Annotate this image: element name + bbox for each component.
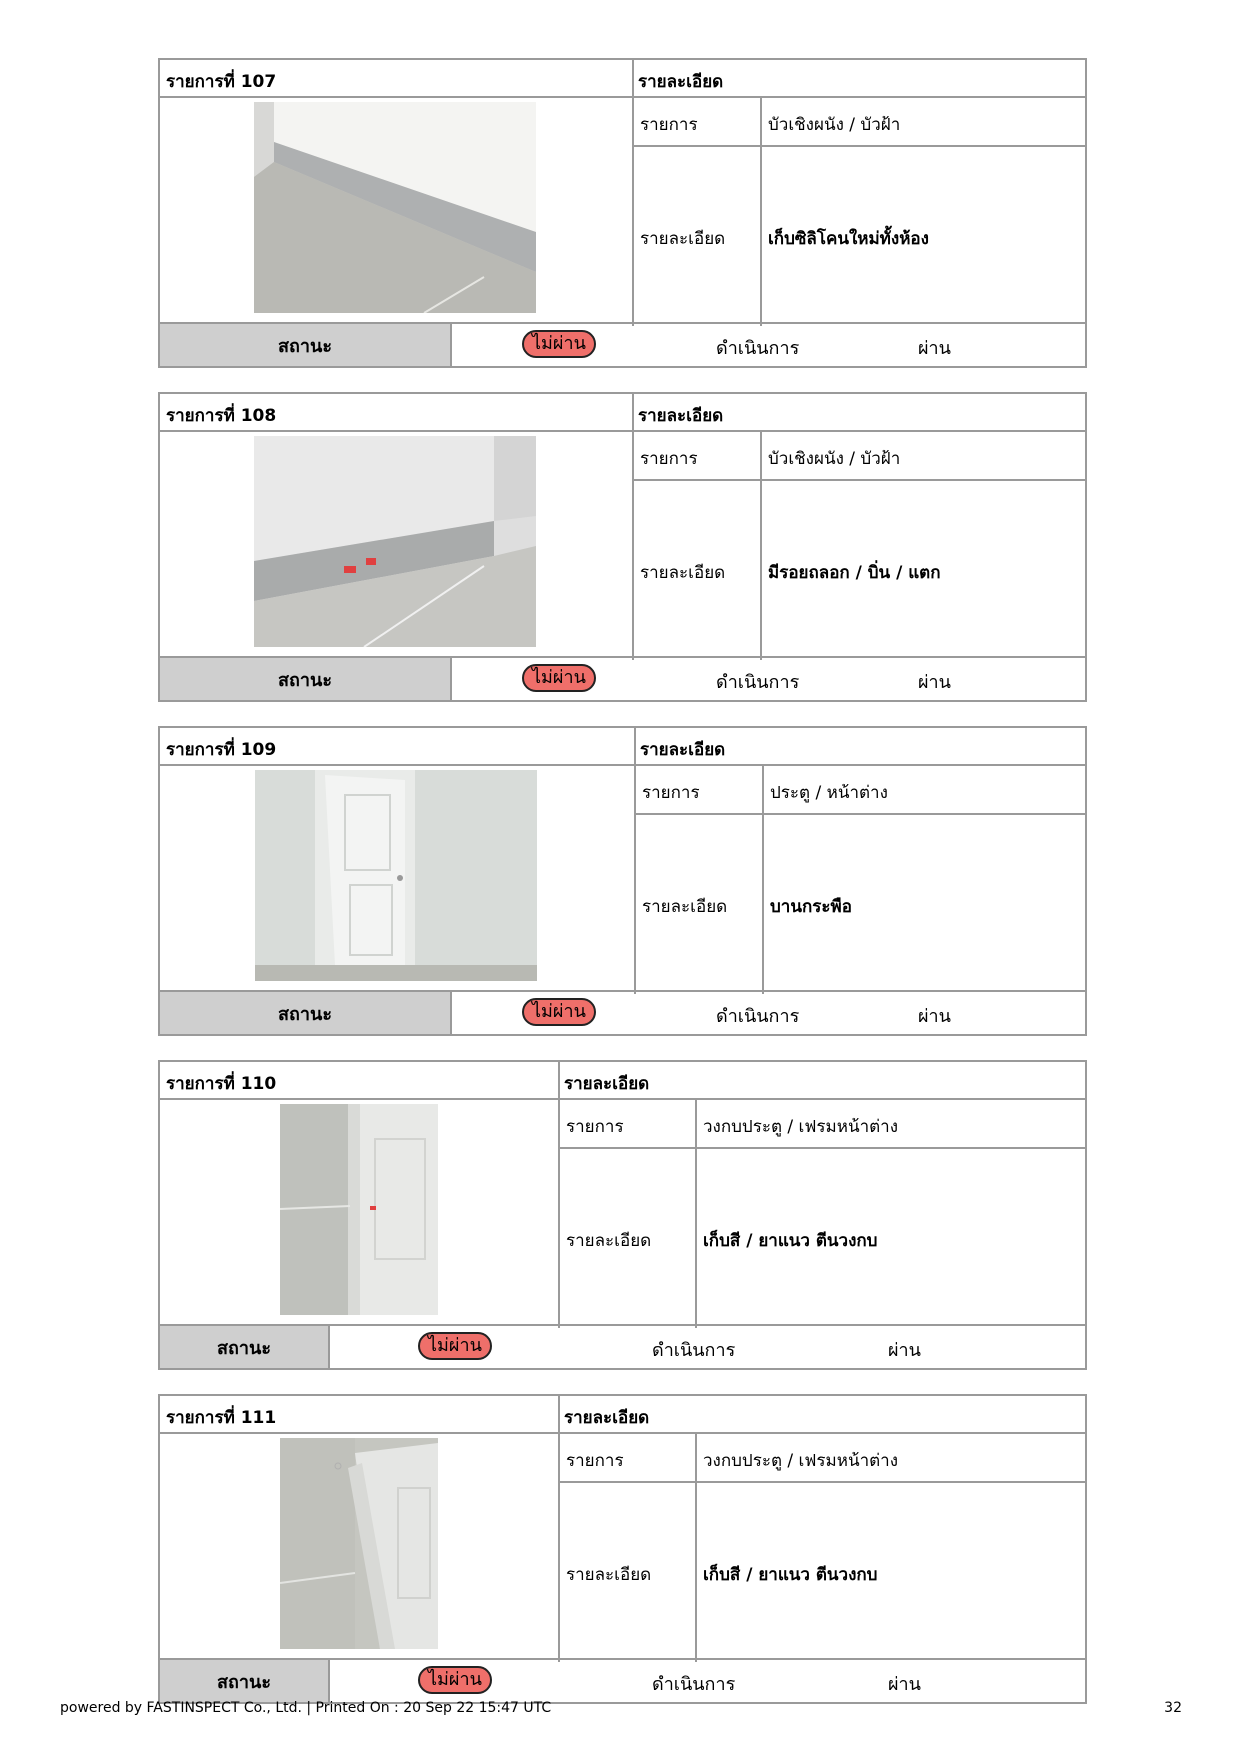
- detail-label: รายละเอียด: [566, 1565, 652, 1585]
- status-pass[interactable]: ผ่าน: [918, 1006, 951, 1027]
- status-fail-badge[interactable]: ไม่ผ่าน: [522, 664, 596, 692]
- door-frame-photo[interactable]: [280, 1438, 438, 1649]
- door-photo[interactable]: [255, 770, 537, 981]
- item-label: รายการ: [640, 115, 698, 135]
- item-title: รายการที่ 107: [166, 72, 277, 92]
- status-fail-badge[interactable]: ไม่ผ่าน: [418, 1332, 492, 1360]
- detail-label: รายละเอียด: [642, 897, 728, 917]
- detail-header: รายละเอียด: [640, 740, 726, 760]
- detail-value: เก็บสี / ยาแนว ตีนวงกบ: [703, 1231, 878, 1251]
- inspection-card-107: [158, 58, 1087, 368]
- item-label: รายการ: [566, 1117, 624, 1137]
- footer-text: powered by FASTINSPECT Co., Ltd. | Printed On : 20 Sep 22 15:47 UTC: [60, 1700, 552, 1716]
- status-row: [160, 990, 1085, 1034]
- status-label: สถานะ: [160, 658, 452, 700]
- status-pass[interactable]: ผ่าน: [888, 1674, 921, 1695]
- detail-label: รายละเอียด: [640, 229, 726, 249]
- baseboard-damage-photo[interactable]: [254, 436, 536, 647]
- page-number: 32: [1164, 1700, 1182, 1716]
- status-in-progress[interactable]: ดำเนินการ: [716, 1006, 800, 1027]
- item-label: รายการ: [566, 1451, 624, 1471]
- status-row: [160, 1324, 1085, 1368]
- inspection-card-111: [158, 1394, 1087, 1704]
- detail-header: รายละเอียด: [564, 1074, 650, 1094]
- detail-label: รายละเอียด: [640, 563, 726, 583]
- status-label: สถานะ: [160, 992, 452, 1034]
- item-title: รายการที่ 110: [166, 1074, 277, 1094]
- status-row: [160, 656, 1085, 700]
- detail-value: บานกระพือ: [770, 897, 852, 917]
- door-frame-photo[interactable]: [280, 1104, 438, 1315]
- item-title: รายการที่ 108: [166, 406, 277, 426]
- item-label: รายการ: [640, 449, 698, 469]
- status-label: สถานะ: [160, 324, 452, 366]
- status-fail-badge[interactable]: ไม่ผ่าน: [522, 998, 596, 1026]
- status-row: [160, 322, 1085, 366]
- status-pass[interactable]: ผ่าน: [918, 672, 951, 693]
- status-in-progress[interactable]: ดำเนินการ: [716, 672, 800, 693]
- status-fail-badge[interactable]: ไม่ผ่าน: [522, 330, 596, 358]
- item-value: วงกบประตู / เฟรมหน้าต่าง: [703, 1451, 899, 1471]
- item-value: ประตู / หน้าต่าง: [770, 783, 888, 803]
- item-value: วงกบประตู / เฟรมหน้าต่าง: [703, 1117, 899, 1137]
- detail-value: เก็บสี / ยาแนว ตีนวงกบ: [703, 1565, 878, 1585]
- status-label: สถานะ: [160, 1660, 330, 1702]
- status-pass[interactable]: ผ่าน: [918, 338, 951, 359]
- detail-header: รายละเอียด: [638, 406, 724, 426]
- status-label: สถานะ: [160, 1326, 330, 1368]
- status-in-progress[interactable]: ดำเนินการ: [652, 1674, 736, 1695]
- item-label: รายการ: [642, 783, 700, 803]
- card-header-row: [160, 394, 1085, 432]
- card-header-row: [160, 1062, 1085, 1100]
- status-pass[interactable]: ผ่าน: [888, 1340, 921, 1361]
- inspection-card-110: [158, 1060, 1087, 1370]
- item-value: บัวเชิงผนัง / บัวฝ้า: [768, 449, 901, 469]
- detail-value: เก็บซิลิโคนใหม่ทั้งห้อง: [768, 229, 929, 249]
- item-title: รายการที่ 109: [166, 740, 277, 760]
- status-fail-badge[interactable]: ไม่ผ่าน: [418, 1666, 492, 1694]
- detail-header: รายละเอียด: [564, 1408, 650, 1428]
- status-in-progress[interactable]: ดำเนินการ: [652, 1340, 736, 1361]
- item-title: รายการที่ 111: [166, 1408, 277, 1428]
- baseboard-photo[interactable]: [254, 102, 536, 313]
- card-header-row: [160, 1396, 1085, 1434]
- status-row: [160, 1658, 1085, 1702]
- card-header-row: [160, 728, 1085, 766]
- item-value: บัวเชิงผนัง / บัวฝ้า: [768, 115, 901, 135]
- detail-value: มีรอยถลอก / บิ่น / แตก: [768, 563, 941, 583]
- detail-label: รายละเอียด: [566, 1231, 652, 1251]
- inspection-card-109: [158, 726, 1087, 1036]
- card-header-row: [160, 60, 1085, 98]
- inspection-card-108: [158, 392, 1087, 702]
- detail-header: รายละเอียด: [638, 72, 724, 92]
- status-in-progress[interactable]: ดำเนินการ: [716, 338, 800, 359]
